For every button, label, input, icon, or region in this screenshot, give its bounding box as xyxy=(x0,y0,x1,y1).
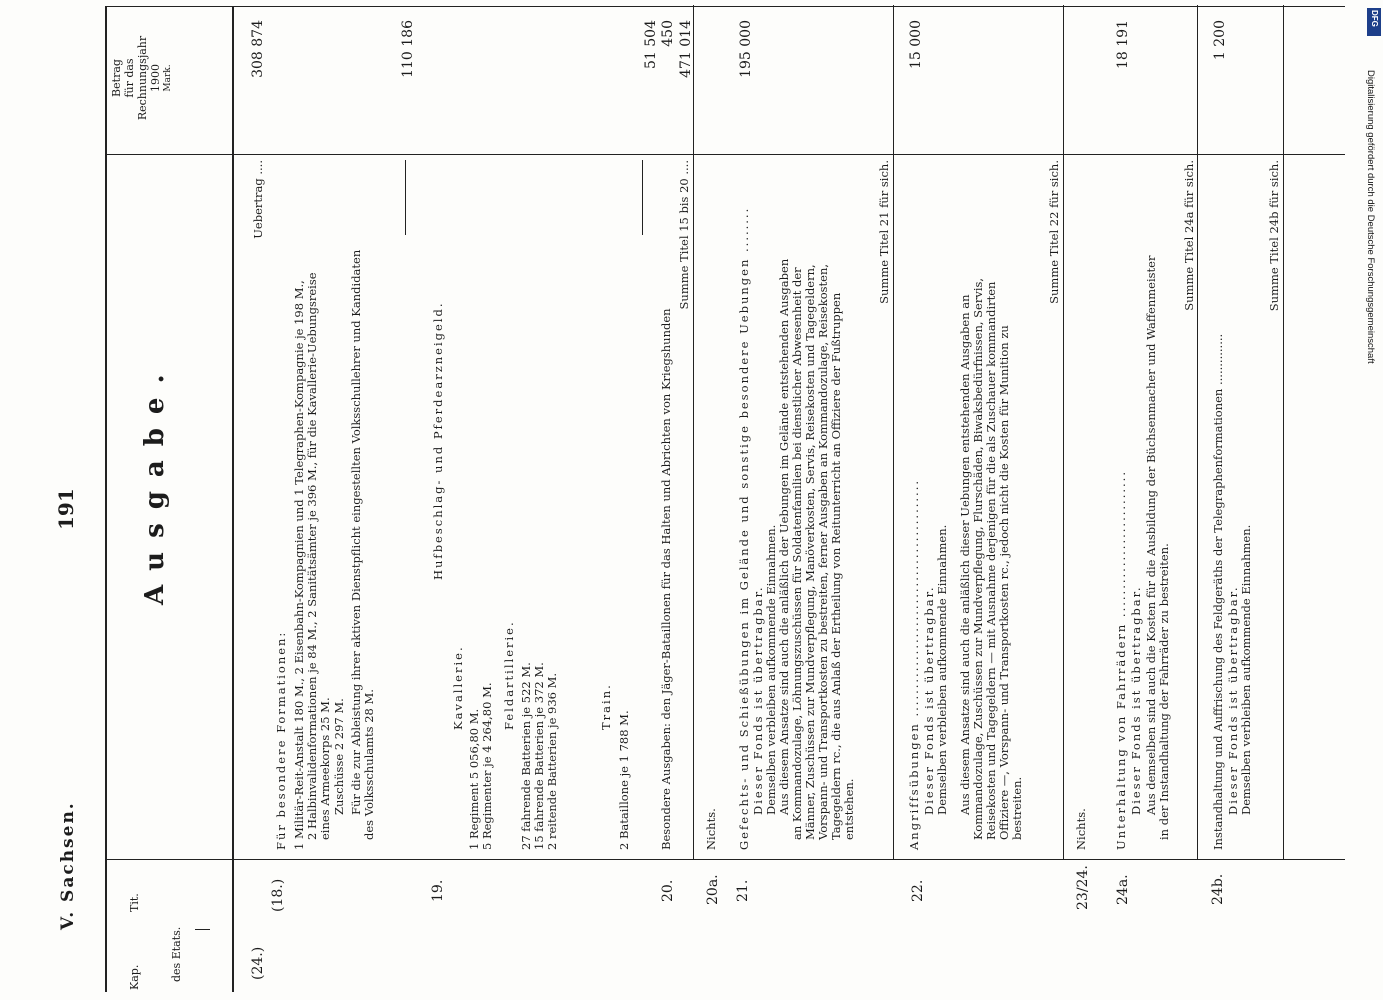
t22-line-7: bestreiten. xyxy=(1010,776,1024,840)
t21-line-7: Tagegeldern rc., die aus Anlaß der Ertheilung von Reitunterricht an Offiziere der Fußtruppen xyxy=(829,292,843,840)
t24a-line-2: Aus demselben sind auch die Kosten für die Ausbildung der Büchsenmacher und Waffenmeister xyxy=(1144,255,1158,815)
sum-24b-rule xyxy=(1283,5,1284,860)
tit-20: 20. xyxy=(660,879,676,902)
t19-feld-1: 27 fahrende Batterien je 522 M. xyxy=(519,662,533,850)
t22-heading: Angriffsübungen .......................................... xyxy=(907,478,921,850)
t19-feld-3: 2 reitende Batterien je 936 M. xyxy=(545,672,559,850)
t24b-line-2: Demselben verbleiben aufkommende Einnahmen. xyxy=(1239,524,1253,815)
t24a-heading: Unterhaltung von Fahrrädern .......................... xyxy=(1114,470,1128,850)
amount-t21: 195 000 xyxy=(738,20,754,78)
t21-line-8: entstehen. xyxy=(842,778,856,840)
sum-21-rule xyxy=(893,5,894,860)
amount-t22: 15 000 xyxy=(908,20,924,69)
amount-t24a: 18 191 xyxy=(1115,20,1131,69)
table-right-rule xyxy=(105,6,1345,7)
t24b-line-1: Dieser Fonds ist übertragbar. xyxy=(1226,585,1240,815)
page-number: 191 xyxy=(54,488,78,530)
t18-line-6: des Volksschulamts 28 M. xyxy=(362,689,376,840)
t20-text: Besondere Ausgaben: den Jäger-Bataillonen für das Halten und Abrichten von Kriegshunden xyxy=(659,308,673,850)
uebertrag-label: Uebertrag .... xyxy=(251,160,265,239)
t18-line-5: Für die zur Ableistung ihrer aktiven Dienstpflicht eingestellten Volksschullehrer und Kandidaten xyxy=(349,249,363,815)
header-kap: Kap. xyxy=(128,964,141,990)
tit-24b: 24b. xyxy=(1210,873,1226,905)
tit-20a: 20a. xyxy=(705,874,721,905)
summe-21: Summe Titel 21 für sich. xyxy=(877,160,891,304)
header-des-etats: des Etats. xyxy=(170,926,183,982)
header-betrag: Betrag für das Rechnungsjahr 1900 Mark. xyxy=(110,35,173,121)
summe-24b: Summe Titel 24b für sich. xyxy=(1267,160,1281,312)
kap-24: (24.) xyxy=(250,946,266,980)
amount-t19: 110 186 xyxy=(400,20,416,78)
nichts-1: Nichts. xyxy=(704,808,718,850)
t18-line-3: eines Armeekorps 25 M. xyxy=(318,697,332,840)
t19-kavallerie: Kavallerie. xyxy=(451,645,465,730)
t19-kav-2: 5 Regimenter je 4 264,80 M. xyxy=(480,682,494,850)
t19-train-1: 2 Bataillone je 1 788 M. xyxy=(617,710,631,850)
t18-heading: Für besondere Formationen: xyxy=(274,630,288,850)
sum-24a-rule xyxy=(1197,5,1198,860)
tit-18: (18.) xyxy=(270,878,286,912)
t22-line-6: Offiziere —, Vorspann- und Transportkosten rc., jedoch nicht die Kosten für Munition zu xyxy=(997,325,1011,840)
t18-line-4: Zuschüsse 2 297 M. xyxy=(332,698,346,815)
t22-line-2: Demselben verbleiben aufkommende Einnahmen. xyxy=(935,524,949,815)
t24a-line-3: in der Instandhaltung der Fahrräder zu bestreiten. xyxy=(1157,543,1171,840)
section-title: V. Sachsen. xyxy=(58,801,78,930)
t24a-line-1: Dieser Fonds ist übertragbar. xyxy=(1129,585,1143,815)
t19-kav-1: 1 Regiment 5 056,80 M. xyxy=(467,708,481,850)
t18-line-2: 2 Halbinvalidenformationen je 84 M., 2 Sanitätsämter je 396 M., für die Kavallerie-Uebungsreise xyxy=(305,272,319,840)
tit-21: 21. xyxy=(735,879,751,902)
tit-23-24: 23/24. xyxy=(1075,865,1091,910)
tit-22: 22. xyxy=(910,879,926,902)
t18-subtotal-rule xyxy=(405,160,406,235)
t19-feld-2: 15 fahrende Batterien je 372 M. xyxy=(532,662,546,850)
t19-heading: Hufbeschlag- und Pferdearzneigeld. xyxy=(431,301,445,580)
t19-feldartillerie: Feldartillerie. xyxy=(502,620,516,730)
amount-sum-15-20: 471 014 xyxy=(678,20,694,78)
t21-line-2: Demselben verbleiben aufkommende Einnahmen. xyxy=(764,524,778,815)
t18-line-1: 1 Militär-Reit-Anstalt 180 M., 2 Eisenbahn-Kompagnien und 1 Telegraphen-Kompagnie je 198 M., xyxy=(292,280,306,850)
t21-line-1: Dieser Fonds ist übertragbar. xyxy=(751,585,765,815)
amount-t20a: 51 504 xyxy=(643,20,659,69)
t22-line-1: Dieser Fonds ist übertragbar. xyxy=(922,585,936,815)
t22-line-3: Aus diesem Ansatze sind auch die anläßlich dieser Uebungen entstehenden Ausgaben an xyxy=(958,294,972,815)
col-rule-amount xyxy=(105,154,1345,155)
t19-subtotal-rule xyxy=(642,160,643,235)
digitization-credit: Digitalisierung gefördert durch die Deutsche Forschungsgemeinschaft xyxy=(1365,70,1376,364)
amount-t20b: 450 xyxy=(660,20,676,47)
summe-24a: Summe Titel 24a für sich. xyxy=(1182,160,1196,311)
summe-15-20: Summe Titel 15 bis 20 .... xyxy=(677,160,691,310)
summe-22: Summe Titel 22 für sich. xyxy=(1047,160,1061,304)
sum-22-rule xyxy=(1063,5,1064,860)
col-rule-text xyxy=(105,859,1345,860)
nichts-2: Nichts. xyxy=(1074,808,1088,850)
t24b-heading: Instandhaltung und Auffrischung des Feldgeräths der Telegraphenformationen .............. xyxy=(1211,333,1225,850)
t21-line-6: Vorspann- und Transportkosten zu bestreiten, ferner Ausgaben an Kommandozulage, Reisekosten, xyxy=(816,263,830,840)
col-rule-kap-tit xyxy=(195,929,210,930)
amount-uebertrag: 308 874 xyxy=(250,20,266,78)
heading-ausgabe: Ausgabe. xyxy=(140,360,170,605)
t22-line-4: Kommandozulage, Zuschüssen zur Mundverpflegung, Flurschäden, Biwaksbedürfnissen, Servis, xyxy=(971,277,985,840)
t21-line-4: an Kommandozulage, Löhnungszuschüssen für Soldatenfamilien bei dienstlicher Abwesenheit der xyxy=(790,267,804,840)
dfg-logo: DFG xyxy=(1367,8,1381,36)
t21-heading: Gefechts- und Schießübungen im Gelände und sonstige besondere Uebungen ........ xyxy=(737,206,751,850)
tit-24a: 24a. xyxy=(1115,874,1131,905)
header-tit: Tit. xyxy=(128,893,141,912)
t21-line-5: Männer, Zuschüssen zur Mundverpflegung, Manöverkosten, Servis, Reisekosten und Tagegeldern, xyxy=(803,264,817,840)
amount-t24b: 1 200 xyxy=(1212,20,1228,61)
t22-line-5: Reisekosten und Tagegeldern — mit Ausnahme derjenigen für die als Zuschauer kommandirten xyxy=(984,281,998,840)
t21-line-3: Aus diesem Ansatze sind auch die anläßlich der Uebungen im Gelände entstehenden Ausgaben xyxy=(777,258,791,815)
tit-19: 19. xyxy=(430,879,446,902)
t19-train: Train. xyxy=(599,683,613,730)
